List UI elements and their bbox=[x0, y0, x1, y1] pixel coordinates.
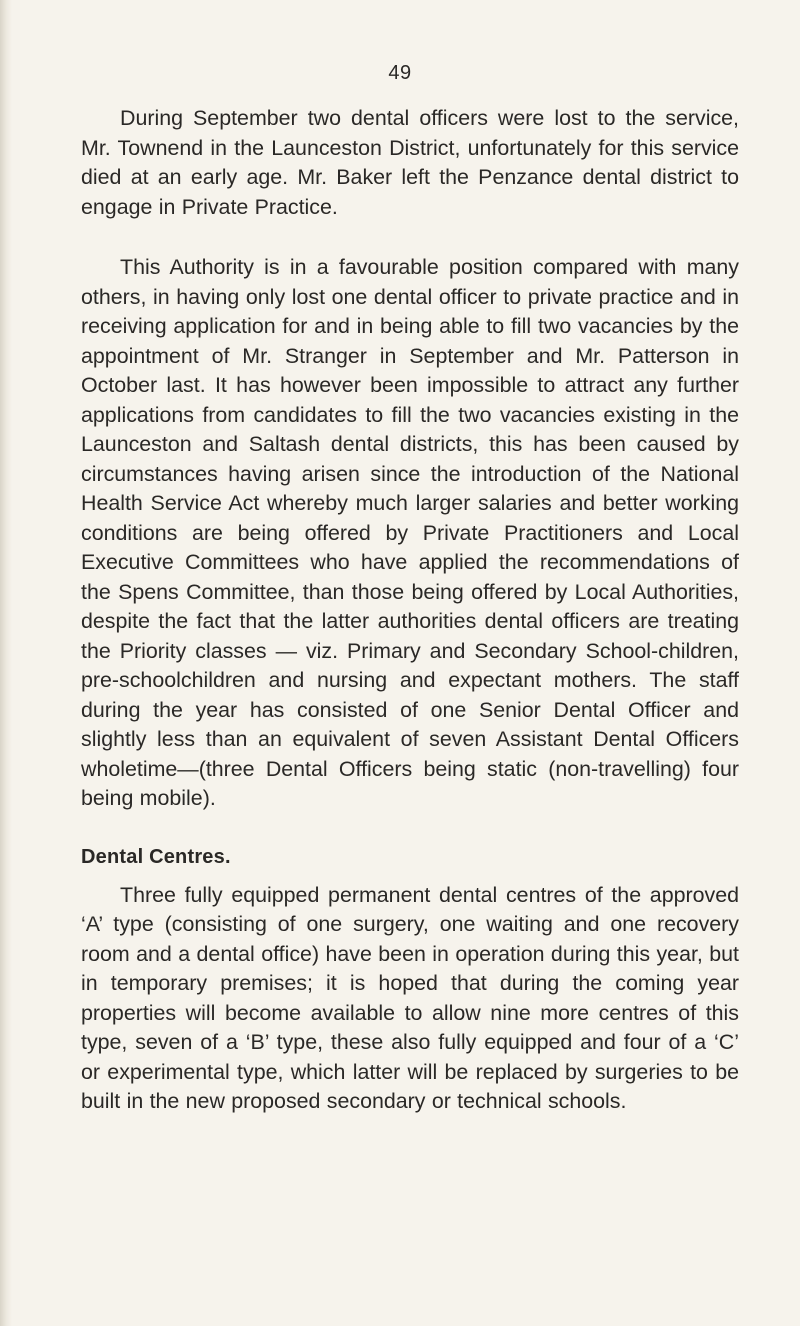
paragraph-lost-officers: During September two dental officers were lost to the service, Mr. Townend in the Launceston District, unfortunately for this service died at an early age. Mr. Baker left the Penzance dental district to engage in Private Practice. bbox=[81, 106, 739, 219]
paragraph-favourable-position: This Authority is in a favourable position compared with many others, in having only lost one dental officer to private practice and in receiving application for and in being able to fill two vacancies by the appointment of Mr. Stranger in September and Mr. Patterson in October last. It has however been impossible to attract any further applications from candidates to fill the two vacancies existing in the Launceston and Saltash dental districts, this has been caused by circumstances having arisen since the introduction of the National Health Service Act whereby much larger salaries and better working conditions are being offered by Private Practitioners and Local Executive Committees who have applied the recommendations of the Spens Committee, than those being offered by Local Authorities, despite the fact that the latter authorities dental officers are treating the Priority classes — viz. Primary and Secondary School-children, pre-schoolchildren and nursing and expectant mothers. The staff during the year has consisted of one Senior Dental Officer and slightly less than an equivalent of seven Assistant Dental Officers wholetime—(three Dental Officers being static (non-travelling) four being mobile). bbox=[81, 255, 739, 810]
section-heading-dental-centres: Dental Centres. bbox=[81, 845, 231, 868]
document-body bbox=[81, 104, 739, 1117]
paragraph-dental-centres: Three fully equipped permanent dental centres of the approved ‘A’ type (consisting of one surgery, one waiting and one recovery room and a dental office) have been in operation during this year, but in temporary premises; it is hoped that during the coming year properties will become available to allow nine more centres of this type, seven of a ‘B’ type, these also fully equipped and four of a ‘C’ or experimental type, which latter will be replaced by surgeries to be built in the new proposed secondary or technical schools. bbox=[81, 882, 739, 1113]
page-number: 49 bbox=[388, 62, 412, 84]
page-left-edge bbox=[0, 0, 12, 1326]
